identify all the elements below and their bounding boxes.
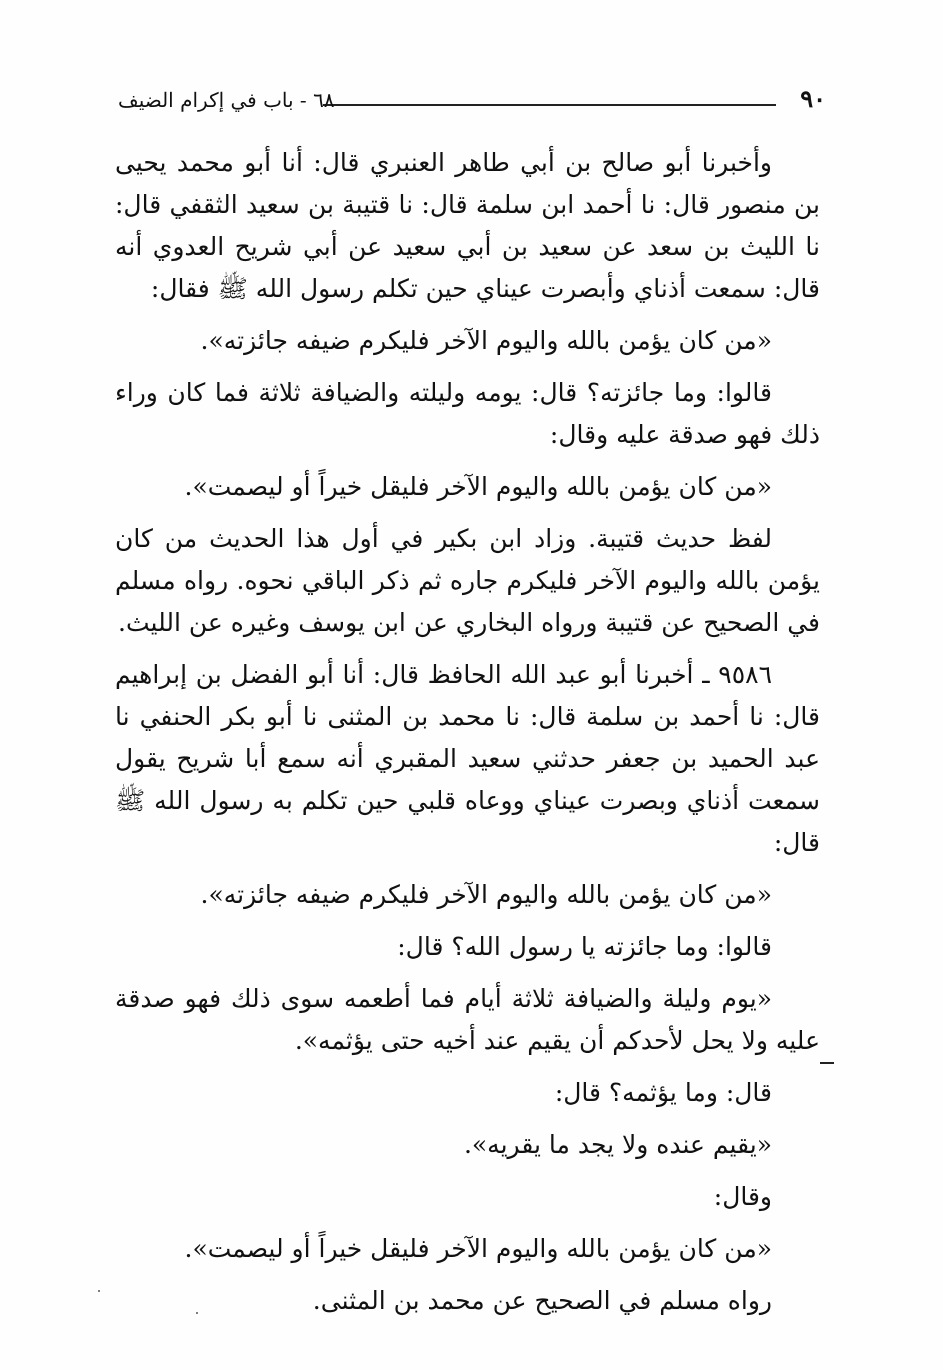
hadith-quote: «يقيم عنده ولا يجد ما يقريه». — [463, 1130, 772, 1159]
paragraph: قالوا: وما جائزته يا رسول الله؟ قال: — [397, 932, 772, 961]
paper-speck — [196, 1312, 198, 1314]
paragraph: قال: وما يؤثمه؟ قال: — [554, 1078, 772, 1107]
hadith-quote: «يوم وليلة والضيافة ثلاثة أيام فما أطعمه سوى ذلك فهو صدقة عليه ولا يحل لأحدكم أن يقيم عند أخيه حتى يؤثمه». — [115, 984, 820, 1055]
hadith-quote: «من كان يؤمن بالله واليوم الآخر فليكرم ضيفه جائزته». — [200, 326, 772, 355]
paragraph: وقال: — [713, 1182, 772, 1211]
paragraph: قالوا: وما جائزته؟ قال: يومه وليلته والضيافة ثلاثة فما كان وراء ذلك فهو صدقة عليه وقال: — [115, 378, 820, 449]
hadith-quote: «من كان يؤمن بالله واليوم الآخر فليقل خيراً أو ليصمت». — [184, 472, 772, 501]
running-title: ٦٨ - باب في إكرام الضيف — [118, 88, 335, 112]
header-rule — [323, 104, 776, 106]
hadith-quote: «من كان يؤمن بالله واليوم الآخر فليكرم ضيفه جائزته». — [200, 880, 772, 909]
stray-dash-mark — [820, 1062, 834, 1064]
paper-speck — [98, 1290, 100, 1292]
paragraph: ٩٥٨٦ ـ أخبرنا أبو عبد الله الحافظ قال: أنا أبو الفضل بن إبراهيم قال: نا أحمد بن سلمة قال: نا محمد بن المثنى نا أبو بكر الحنفي نا عبد الحميد بن جعفر حدثني سعيد المقبري أنه سمع أبا شريح يقول سمعت أذناي وبصرت عيناي ووعاه قلبي حين تكلم به رسول الله ﷺ قال: — [115, 660, 820, 857]
page-number: ٩٠ — [800, 84, 826, 113]
hadith-quote: «من كان يؤمن بالله واليوم الآخر فليقل خيراً أو ليصمت». — [184, 1234, 772, 1263]
paragraph: وأخبرنا أبو صالح بن أبي طاهر العنبري قال: أنا أبو محمد يحيى بن منصور قال: نا أحمد ابن سلمة قال: نا قتيبة بن سعيد الثقفي قال: نا الليث بن سعد عن سعيد بن أبي سعيد عن أبي شريح العدوي أنه قال: سمعت أذناي وأبصرت عيناي حين تكلم رسول الله ﷺ فقال: — [115, 148, 820, 303]
page-header — [118, 84, 826, 118]
paragraph: لفظ حديث قتيبة. وزاد ابن بكير في أول هذا الحديث من كان يؤمن بالله واليوم الآخر فليكرم جاره ثم ذكر الباقي نحوه. رواه مسلم في الصحيح عن قتيبة ورواه البخاري عن ابن يوسف وغيره عن الليث. — [115, 524, 820, 637]
paragraph: رواه مسلم في الصحيح عن محمد بن المثنى. — [312, 1286, 772, 1315]
body-text — [115, 142, 820, 1332]
